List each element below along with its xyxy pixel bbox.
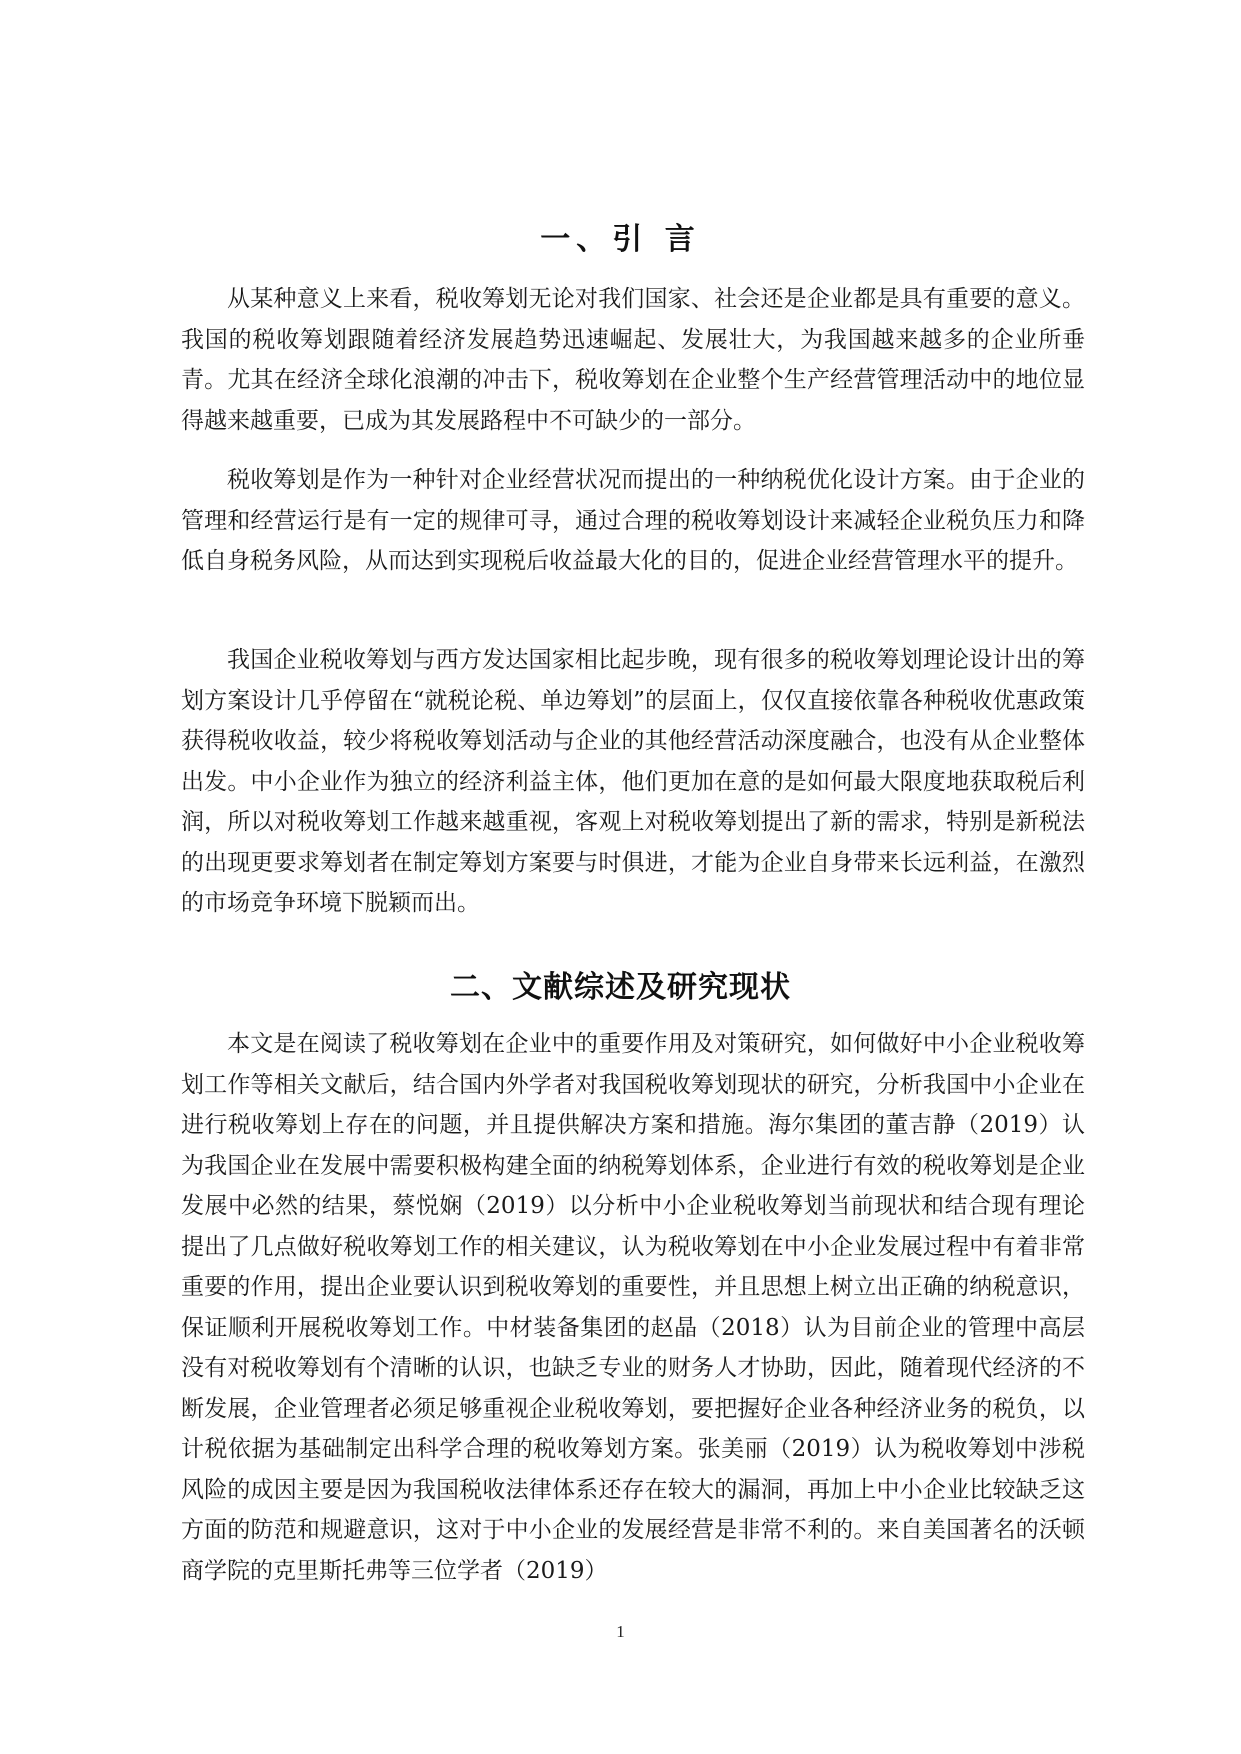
section-heading-introduction: 一、引 言 (540, 222, 701, 257)
paragraph: 从某种意义上来看，税收筹划无论对我们国家、社会还是企业都是具有重要的意义。我国的税收筹划跟随着经济发展趋势迅速崛起、发展壮大，为我国越来越多的企业所垂青。尤其在经济全球化浪潮的冲击下，税收筹划在企业整个生产经营管理活动中的地位显得越来越重要，已成为其发展路程中不可缺少的一部分。 (181, 286, 1085, 434)
section-heading-literature-review: 二、文献综述及研究现状 (450, 970, 791, 1005)
paragraph: 本文是在阅读了税收筹划在企业中的重要作用及对策研究，如何做好中小企业税收筹划工作等相关文献后，结合国内外学者对我国税收筹划现状的研究，分析我国中小企业在进行税收筹划上存在的问题，并且提供解决方案和措施。海尔集团的董吉静（2019）认为我国企业在发展中需要积极构建全面的纳税筹划体系，企业进行有效的税收筹划是企业发展中必然的结果，蔡悦娴（2019）以分析中小企业税收筹划当前现状和结合现有理论提出了几点做好税收筹划工作的相关建议，认为税收筹划在中小企业发展过程中有着非常重要的作用，提出企业要认识到税收筹划的重要性，并且思想上树立出正确的纳税意识，保证顺利开展税收筹划工作。中材装备集团的赵晶（2018）认为目前企业的管理中高层没有对税收筹划有个清晰的认识，也缺乏专业的财务人才协助，因此，随着现代经济的不断发展，企业管理者必须足够重视企业税收筹划，要把握好企业各种经济业务的税负，以计税依据为基础制定出科学合理的税收筹划方案。张美丽（2019）认为税收筹划中涉税风险的成因主要是因为我国税收法律体系还存在较大的漏洞，再加上中小企业比较缺乏这方面的防范和规避意识，这对于中小企业的发展经营是非常不利的。来自美国著名的沃顿商学院的克里斯托弗等三位学者（2019） (181, 1031, 1085, 1584)
page-number: 1 (616, 1622, 625, 1641)
paragraph: 我国企业税收筹划与西方发达国家相比起步晚，现有很多的税收筹划理论设计出的筹划方案设计几乎停留在“就税论税、单边筹划”的层面上，仅仅直接依靠各种税收优惠政策获得税收收益，较少将税收筹划活动与企业的其他经营活动深度融合，也没有从企业整体出发。中小企业作为独立的经济利益主体，他们更加在意的是如何最大限度地获取税后利润，所以对税收筹划工作越来越重视，客观上对税收筹划提出了新的需求，特别是新税法的出现更要求筹划者在制定筹划方案要与时俱进，才能为企业自身带来长远利益，在激烈的市场竞争环境下脱颖而出。 (181, 647, 1085, 916)
paragraph: 税收筹划是作为一种针对企业经营状况而提出的一种纳税优化设计方案。由于企业的管理和经营运行是有一定的规律可寻，通过合理的税收筹划设计来减轻企业税负压力和降低自身税务风险，从而达到实现税后收益最大化的目的，促进企业经营管理水平的提升。 (181, 467, 1085, 574)
